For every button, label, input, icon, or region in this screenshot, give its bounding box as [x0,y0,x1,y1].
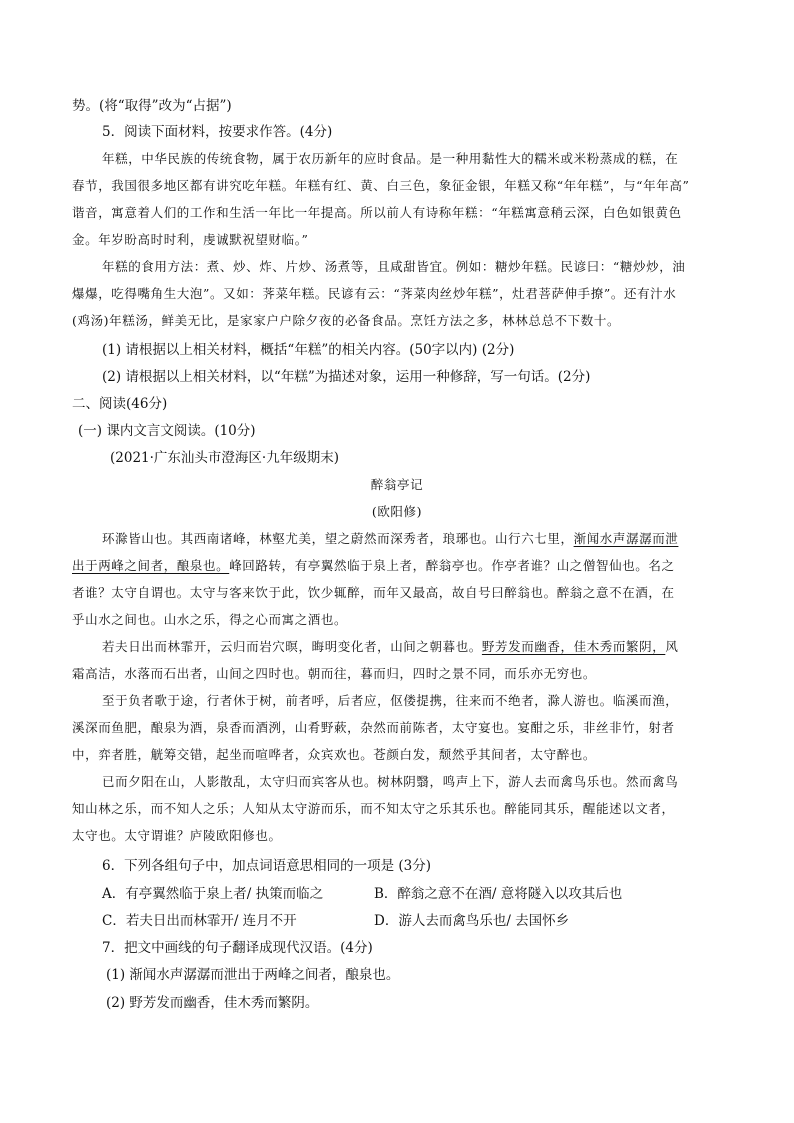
source-note: (2021·广东汕头市澄海区·九年级期末) [110,450,339,466]
passage-title: 醉翁亭记 [370,477,424,492]
passage-p3-line2: 溪深而鱼肥，酿泉为酒，泉香而酒洌，山肴野蔌，杂然而前陈者，太守宴也。宴酣之乐，非丝非竹，射者 [72,720,675,735]
passage-p1-line1 [102,529,678,549]
q6-stem: 6．下列各组句子中，加点词语意思相同的一项是 (3分) [102,858,432,874]
passage-text: 若夫日出而林霏开，云归而岩穴暝，晦明变化者，山间之朝暮也。 [102,639,482,654]
q6-option-b: B．醉翁之意不在酒/ 意将隧入以攻其后也 [374,886,623,902]
q7-sentence-2: (2) 野芳发而幽香，佳木秀而繁阴。 [106,995,319,1011]
passage-text: 环滁皆山也。其西南诸峰，林壑尤美，望之蔚然而深秀者，琅琊也。山行六七里， [102,531,574,546]
passage-text: 风 [665,639,679,654]
passage-p3-line3: 中，弈者胜，觥筹交错，起坐而喧哗者，众宾欢也。苍颜白发，颓然乎其间者，太守醉也。 [72,747,597,762]
q5-material-p2-line3: (鸡汤)年糕汤，鲜美无比，是家家户户除夕夜的必备食品。烹饪方法之多，林林总总不下数十。 [72,313,621,328]
passage-p4-line2: 知山林之乐，而不知人之乐；人知从太守游而乐，而不知太守之乐其乐也。醉能同其乐，醒能述以文者， [72,801,675,816]
subsection-heading: (一) 课内文言文阅读。(10分) [78,423,256,439]
q5-material-p2-line2: 爆爆，吃得嘴角生大泡”。又如：荠菜年糕。民谚有云：“荠菜肉丝炒年糕”，灶君菩萨伸手撩”。还有汁水 [72,286,677,301]
q5-material-p2-line1: 年糕的食用方法：煮、炒、炸、片炒、汤煮等，且咸甜皆宜。例如：糖炒年糕。民谚曰：“糖炒炒，油 [102,259,686,274]
passage-p1-line4: 乎山水之间也。山水之乐，得之心而寓之酒也。 [72,612,348,627]
q5-sub1: (1) 请根据以上相关材料，概括“年糕”的相关内容。(50字以内) (2分) [102,342,515,358]
q5-material-p1-line3: 谐音，寓意着人们的工作和生活一年比一年提高。所以前人有诗称年糕：“年糕寓意稍云深，白色如银黄色 [72,205,682,220]
underlined-sentence: 渐闻水声潺潺而泄 [573,531,679,546]
q5-material-p1-line2: 春节，我国很多地区都有讲究吃年糕。年糕有红、黄、白三色，象征金银，年糕又称“年年糕”，与“年年高” [72,178,690,193]
q5-material-p1-line1: 年糕，中华民族的传统食物，属于农历新年的应时食品。是一种用黏性大的糯米或米粉蒸成的糕，在 [102,151,679,166]
q5-material-p1-line4: 金。年岁盼高时时利，虔诚默祝望财临。” [72,232,309,247]
q4-tail: 势。(将“取得”改为“占据”) [72,98,232,114]
underlined-sentence: 出于两峰之间者，酿泉也。 [72,558,230,573]
passage-p4-line1: 已而夕阳在山，人影散乱，太守归而宾客从也。树林阴翳，鸣声上下，游人去而禽鸟乐也。然而禽鸟 [102,774,679,789]
q6-option-a: A．有亭翼然临于泉上者/ 执策而临之 [102,886,324,902]
passage-p2-line1 [102,637,678,657]
passage-p4-line3: 太守也。太守谓谁？庐陵欧阳修也。 [72,828,282,843]
q6-option-c: C．若夫日出而林霏开/ 连月不开 [102,913,297,929]
q5-sub2: (2) 请根据以上相关材料，以“年糕”为描述对象，运用一种修辞，写一句话。(2分) [102,369,591,385]
passage-p3-line1: 至于负者歌于途，行者休于树，前者呼，后者应，伛偻提携，往来而不绝者，滁人游也。临溪而渔， [102,693,679,708]
q5-stem: 5．阅读下面材料，按要求作答。(4分) [102,124,333,140]
passage-author: (欧阳修) [371,504,423,519]
q7-stem: 7．把文中画线的句子翻译成现代汉语。(4分) [102,940,373,956]
passage-p1-line2 [72,556,675,576]
underlined-sentence: 野芳发而幽香，佳木秀而繁阴， [481,639,666,654]
q7-sentence-1: (1) 渐闻水声潺潺而泄出于两峰之间者，酿泉也。 [106,967,400,983]
passage-text: 峰回路转，有亭翼然临于泉上者，醉翁亭也。作亭者谁？山之僧智仙也。名之 [229,558,675,573]
passage-p1-line3: 者谁？太守自谓也。太守与客来饮于此，饮少辄醉，而年又最高，故自号曰醉翁也。醉翁之意不在酒，在 [72,585,675,600]
passage-p2-line2: 霜高洁，水落而石出者，山间之四时也。朝而往，暮而归，四时之景不同，而乐亦无穷也。 [72,666,597,681]
q6-option-d: D．游人去而禽鸟乐也/ 去国怀乡 [374,913,570,929]
section-heading: 二、阅读(46分) [72,396,168,412]
